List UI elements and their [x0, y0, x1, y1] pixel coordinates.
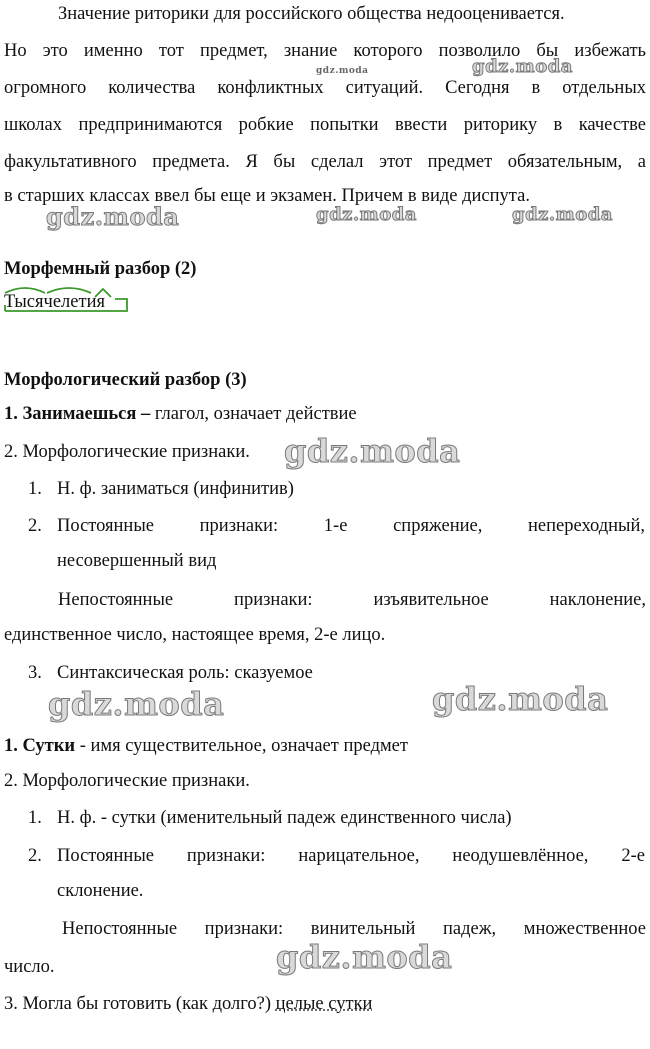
- item1-features-label: 2. Морфологические признаки.: [4, 442, 250, 462]
- morpheme-marks-icon: [3, 287, 129, 315]
- intro-line-1: Значение риторики для российского общества недооценивается.: [58, 4, 565, 24]
- intro-line-6: в старших классах ввел бы еще и экзамен. Причем в виде диспута.: [4, 186, 530, 206]
- item2-l2-line1: Постоянные признаки: нарицательное, неодушевлённое, 2-е: [57, 846, 645, 866]
- item2-l2-num: 2.: [28, 846, 42, 866]
- watermark-logo: gdz.moda: [46, 202, 180, 231]
- watermark-logo: gdz.moda: [316, 204, 417, 225]
- watermark-logo: gdz.moda: [284, 432, 461, 470]
- item1-title-bold: 1. Занимаешься –: [4, 404, 151, 424]
- watermark-logo: gdz.moda: [472, 56, 573, 77]
- item2-title: [4, 734, 408, 758]
- intro-line-3: огромного количества конфликтных ситуаций. Сегодня в отдельных: [4, 78, 646, 98]
- item2-l3-text: [4, 992, 372, 1016]
- item1-title: [4, 402, 357, 426]
- morphemic-word: Тысячелетия: [4, 292, 105, 312]
- item1-l3-text: Синтаксическая роль: сказуемое: [57, 663, 313, 683]
- item1-l2-line1: Постоянные признаки: 1-е спряжение, непереходный,: [57, 516, 645, 536]
- item1-l1-text: Н. ф. заниматься (инфинитив): [57, 479, 294, 499]
- morphological-heading: Морфологический разбор (3): [4, 370, 247, 390]
- item2-nonconst-line1: Непостоянные признаки: винительный падеж, множественное: [62, 919, 646, 939]
- item1-l2-line2: несовершенный вид: [57, 551, 217, 571]
- item1-nonconst-line1: Непостоянные признаки: изъявительное наклонение,: [58, 590, 646, 610]
- item1-l1-num: 1.: [28, 479, 42, 499]
- item2-l3-text-b: целые сутки: [275, 994, 373, 1014]
- item2-l1-num: 1.: [28, 808, 42, 828]
- watermark-logo: gdz.moda: [276, 938, 453, 976]
- intro-line-5: факультативного предмета. Я бы сделал этот предмет обязательным, а: [4, 152, 646, 172]
- item1-nonconst-line2: единственное число, настоящее время, 2-е лицо.: [4, 625, 386, 645]
- watermark-logo: gdz.moda: [48, 685, 225, 723]
- watermark-logo: gdz.moda: [316, 66, 369, 76]
- item2-features-label: 2. Морфологические признаки.: [4, 771, 250, 791]
- item2-l1-text: Н. ф. - сутки (именительный падеж единственного числа): [57, 808, 512, 828]
- item2-title-bold: 1. Сутки: [4, 736, 76, 756]
- intro-line-2: Но это именно тот предмет, знание которого позволило бы избежать: [4, 41, 646, 61]
- item1-l2-num: 2.: [28, 516, 42, 536]
- watermark-logo: gdz.moda: [512, 204, 613, 225]
- intro-line-4: школах предпринимаются робкие попытки ввести риторику в качестве: [4, 115, 646, 135]
- item2-l3-text-a: 3. Могла бы готовить (как долго?): [4, 994, 276, 1014]
- item2-l2-line2: склонение.: [57, 881, 144, 901]
- item2-nonconst-line2: число.: [4, 957, 55, 977]
- item2-title-rest: - имя существительное, означает предмет: [75, 736, 408, 756]
- item1-title-rest: глагол, означает действие: [150, 404, 357, 424]
- morphemic-heading: Морфемный разбор (2): [4, 259, 197, 279]
- item1-l3-num: 3.: [28, 663, 42, 683]
- watermark-logo: gdz.moda: [432, 680, 609, 718]
